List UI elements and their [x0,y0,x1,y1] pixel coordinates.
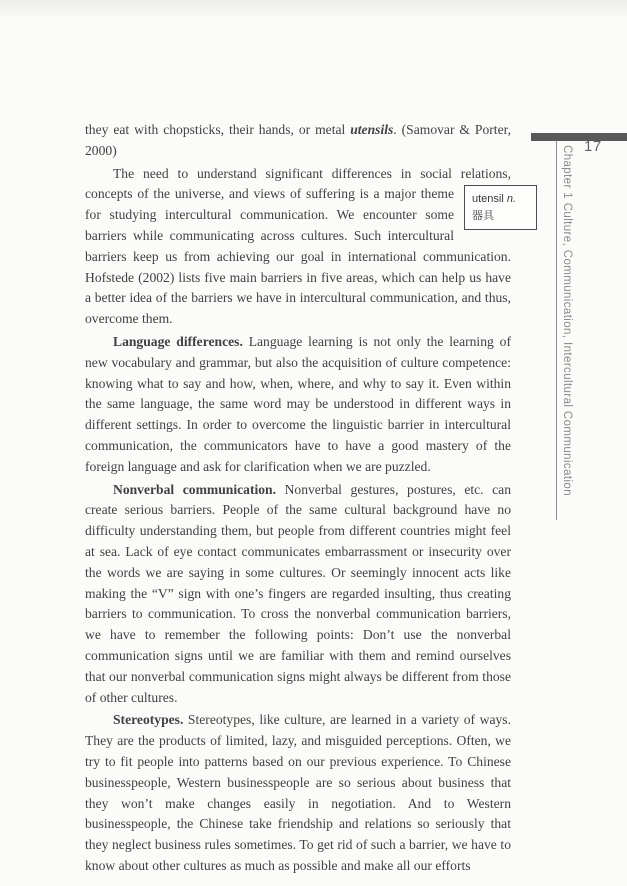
scan-edge-artifact [0,0,627,18]
paragraph-continuation [85,120,511,162]
vocab-part-of-speech: n. [506,192,517,205]
section-heading-language-differences: Language differences. [113,333,243,349]
vocab-translation: 器具 [472,209,494,222]
paragraph-language-differences [85,332,511,478]
page-body-text [85,120,517,879]
paragraph-text: they eat with chopsticks, their hands, or metal [85,122,351,137]
paragraph-text: The need to understand significant differences in social relations, concepts of the universe, and views of suffering is a major theme for studying intercultural communication. We encounter some barriers while communicating across cultures. Such intercultural barriers keep us from achieving our goal in international communication. Hofstede (2002) lists five main barriers in five areas, which can help us have a better idea of the barriers we have in intercultural communication, and thus, overcome them. [85,165,511,327]
vocab-term-line [472,191,530,208]
section-heading-nonverbal-communication: Nonverbal communication. [113,481,277,497]
paragraph-text: Stereotypes, like culture, are learned in a variety of ways. They are the products of limited, lazy, and misguided perceptions. Often, we try to fit people into patterns based on our previous experience. To Chinese businesspeople, Western businesspeople are so serious about business that they won’t make changes easily in negotiation. And to Western businesspeople, the Chinese take friendship and relations so seriously that they neglect business rules sometimes. To get rid of such a barrier, we have to know about other cultures as much as possible and make all our efforts [85,712,511,873]
chapter-header-bar [531,133,627,141]
sidebar-divider-rule [556,141,557,520]
sidebar-chapter-title: Chapter 1 Culture, Communication, Intercultural Communication [561,145,573,497]
paragraph-nonverbal-communication [85,480,511,709]
paragraph-barriers-intro [85,164,517,330]
paragraph-text: Language learning is not only the learning of new vocabulary and grammar, but also the acquisition of culture competence: knowing what to say and how, when, where, and why to say it. Even within the same language, the same word may be understood in different ways in different settings. In order to overcome the linguistic barrier in intercultural communication, the communicators have to have a good mastery of the foreign language and ask for clarification when we are puzzled. [85,333,511,474]
paragraph-text: Nonverbal gestures, postures, etc. can create serious barriers. People of the same cultural background have no difficulty understanding them, but people from different countries might feel at sea. Lack of eye contact communicates embarrassment or insecurity over the words we are saying in some cultures. Or seemingly innocent acts like making the “V” sign with one’s fingers are regarded insulting, thus creating barriers to communication. To cross the nonverbal communication barriers, we have to remember the following points: Don’t use the nonverbal communication signs until we are familiar with them and remind ourselves that our nonverbal communication signs might always be different from those of other cultures. [85,481,511,705]
paragraph-stereotypes [85,710,511,876]
citation-text: . (Samovar & Porter, 2000) [85,122,511,158]
emphasized-word: utensils [350,122,394,137]
vocab-term: utensil [472,192,504,205]
section-heading-stereotypes: Stereotypes. [113,712,184,728]
vocab-box [464,185,537,230]
page-number: 17 [584,138,602,155]
